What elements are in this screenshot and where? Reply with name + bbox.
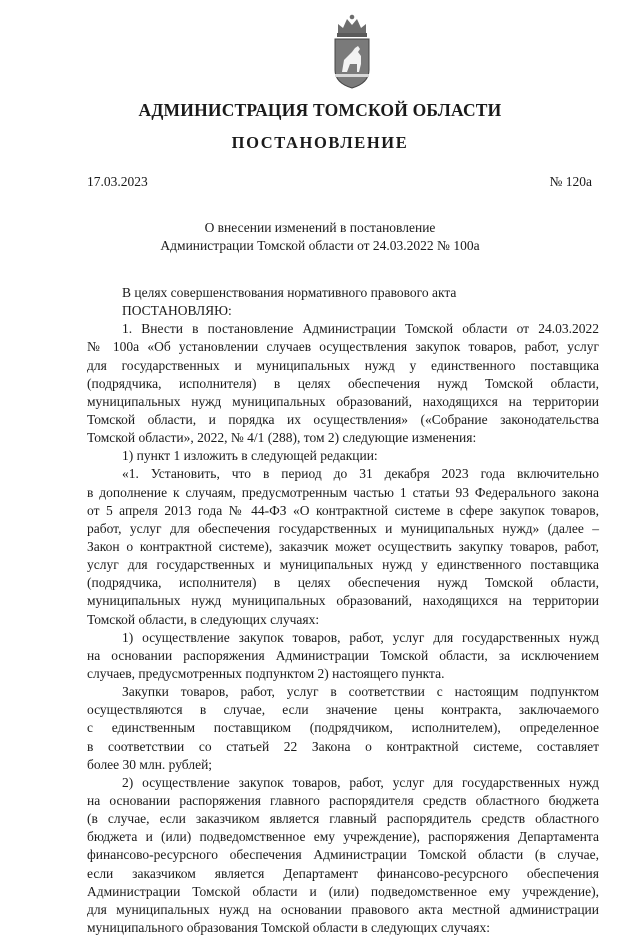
paragraph-line: В целях совершенствования нормативного правового акта (122, 285, 457, 300)
organization-title: АДМИНИСТРАЦИЯ ТОМСКОЙ ОБЛАСТИ (138, 100, 502, 120)
paragraph-line: в дополнение к случаям, предусмотренным частью 1 статьи 93 Федерального закона (87, 484, 599, 500)
paragraph-line: бюджета и (или) подведомственное ему учреждение), распоряжения Департамента (87, 829, 599, 845)
document-body (87, 284, 599, 937)
paragraph-line: муниципального образования Томской области в следующих случаях: (87, 919, 491, 935)
paragraph-line: если заказчиком является Департамент финансово-ресурсного обеспечения (87, 865, 599, 881)
paragraph-line: работ, услуг для обеспечения государственных и муниципальных нужд» (далее – (87, 520, 599, 536)
paragraph-line: (подрядчика, исполнителя) в целях обеспечения нужд Томской области, (87, 575, 599, 591)
paragraph-line: в соответствии со статьей 22 Закона о контрактной системе, составляет (87, 738, 599, 754)
paragraph-line: (в случае, если заказчиком является главный распорядитель средств областного (87, 811, 599, 827)
document-date: 17.03.2023 (87, 174, 148, 189)
paragraph-line: 1) пункт 1 изложить в следующей редакции: (122, 448, 378, 464)
paragraph-line: ПОСТАНОВЛЯЮ: (122, 303, 232, 319)
paragraph-line: Томской области», 2022, № 4/1 (288), том 2) следующие изменения: (87, 430, 477, 446)
subject-line: О внесении изменений в постановление (204, 220, 436, 235)
document-type-title: ПОСТАНОВЛЕНИЕ (231, 133, 409, 152)
paragraph-line: финансово-ресурсного обеспечения Администрации Томской области (в случае, (87, 847, 599, 863)
document-subject (0, 219, 640, 255)
paragraph-line: муниципальных нужд муниципальных образований, находящихся на территории (87, 593, 599, 609)
paragraph-line: от 5 апреля 2013 года № 44-ФЗ «О контрактной системе в сфере закупок товаров, (87, 502, 599, 518)
paragraph-line: с единственным поставщиком (подрядчиком, исполнителем), определенное (87, 720, 599, 736)
paragraph-line: на основании распоряжения главного распорядителя средств областного бюджета (87, 792, 599, 808)
paragraph-line: услуг для государственных и муниципальных нужд у единственного поставщика (87, 557, 599, 573)
paragraph-line: осуществляются в случае, если значение цены контракта, заключаемого (87, 702, 599, 718)
paragraph-line: 1. Внести в постановление Администрации Томской области от 24.03.2022 (122, 321, 599, 337)
document-number: № 120а (549, 174, 592, 189)
paragraph-line: Администрации Томской области и (или) подведомственное ему учреждение), (87, 883, 599, 899)
paragraph-line: Закон о контрактной системе), заказчик может осуществить закупку товаров, работ, (87, 538, 599, 554)
paragraph-line: более 30 млн. рублей; (87, 756, 213, 772)
paragraph-line: случаев, предусмотренных подпунктом 2) настоящего пункта. (87, 665, 445, 681)
paragraph-line: 2) осуществление закупок товаров, работ, услуг для государственных нужд (122, 774, 599, 790)
paragraph-line: (подрядчика, исполнителя) в целях обеспечения нужд Томской области, (87, 375, 599, 391)
paragraph-line: Закупки товаров, работ, услуг в соответствии с настоящим подпунктом (122, 684, 599, 700)
subject-line: Администрации Томской области от 24.03.2022 № 100а (160, 238, 480, 253)
paragraph-line: на основании распоряжения Администрации Томской области, за исключением (87, 647, 599, 663)
paragraph-line: № 100а «Об установлении случаев осуществления закупок товаров, работ, услуг (87, 339, 599, 355)
paragraph-line: Томской области, и порядка их осуществления» («Собрание законодательства (87, 411, 599, 427)
paragraph-line: 1) осуществление закупок товаров, работ, услуг для государственных нужд (122, 629, 599, 645)
paragraph-line: для муниципальных нужд на основании правового акта местной администрации (87, 901, 599, 917)
paragraph-line: муниципальных нужд муниципальных образований, находящихся на территории (87, 393, 599, 409)
paragraph-line: «1. Установить, что в период до 31 декабря 2023 года включительно (122, 466, 599, 482)
coat-of-arms-icon (330, 12, 374, 90)
paragraph-line: для государственных и муниципальных нужд у единственного поставщика (87, 357, 599, 373)
paragraph-line: Томской области, в следующих случаях: (87, 611, 320, 627)
